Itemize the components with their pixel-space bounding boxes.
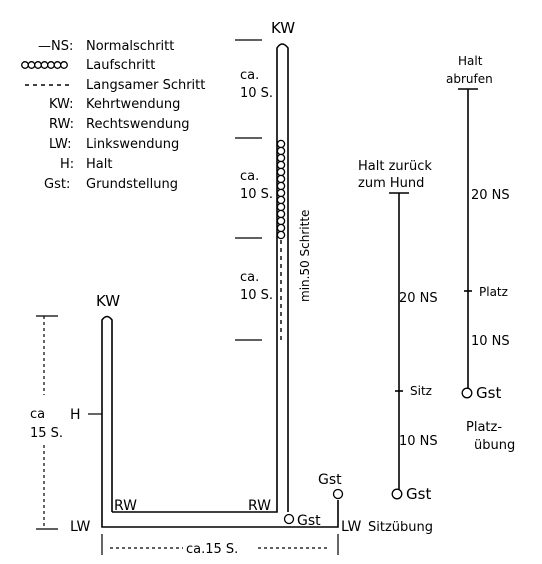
- segment1-ca-label: ca.: [240, 68, 260, 83]
- main-course: [30, 19, 362, 557]
- platz-title-line2: übung: [474, 438, 516, 453]
- legend-label-lw: Linkswendung: [86, 137, 180, 152]
- platz-start-marker-icon: [462, 388, 472, 398]
- inner-gst-label: Gst: [297, 513, 321, 529]
- run-section-icon: [277, 140, 284, 238]
- sitz-exercise: [358, 159, 438, 535]
- sitz-start-marker-icon: [392, 489, 402, 499]
- lw-right-label: LW: [341, 519, 362, 535]
- outer-gst-marker-icon: [334, 490, 343, 499]
- segment3-duration-label: 10 S.: [240, 288, 274, 303]
- left-duration-label: 15 S.: [30, 426, 64, 441]
- bottom-duration-label: ca.15 S.: [186, 542, 239, 557]
- platz-title-line1: Platz-: [466, 420, 503, 435]
- min-steps-label: min.50 Schritte: [298, 209, 312, 302]
- legend-symbol-lw: LW:: [49, 137, 72, 152]
- rw-right-label: RW: [248, 498, 272, 514]
- sitz-upper-steps: 20 NS: [399, 291, 438, 306]
- left-ca-label: ca: [30, 407, 46, 422]
- legend-label-gst: Grundstellung: [86, 177, 178, 192]
- legend-symbol-rw: RW:: [49, 117, 74, 132]
- legend-run-symbol-icon: [22, 62, 68, 69]
- platz-header-line1: Halt: [458, 54, 483, 68]
- left-dimension: [36, 316, 102, 529]
- left-turn-path: [102, 317, 112, 521]
- segment1-duration-label: 10 S.: [240, 86, 274, 101]
- legend-symbol-ns: —NS:: [38, 39, 74, 54]
- legend-label-rw: Rechtswendung: [86, 117, 190, 132]
- kw-left-label: KW: [96, 292, 121, 310]
- platz-start-label: Gst: [476, 384, 502, 402]
- rw-left-label: RW: [114, 498, 138, 514]
- sitz-header-line2: zum Hund: [358, 176, 425, 191]
- sitz-header-line1: Halt zurück: [358, 159, 432, 174]
- sitz-title: Sitzübung: [368, 520, 434, 535]
- sitz-start-label: Gst: [406, 485, 432, 503]
- lw-left-label: LW: [70, 519, 91, 535]
- platz-lower-steps: 10 NS: [471, 334, 510, 349]
- legend-label-slow: Langsamer Schritt: [86, 78, 206, 93]
- sitz-mark-label: Sitz: [410, 384, 432, 398]
- legend-label-h: Halt: [86, 157, 113, 172]
- legend-label-run: Laufschritt: [86, 58, 156, 73]
- inner-gst-marker-icon: [285, 515, 294, 524]
- segment3-ca-label: ca.: [240, 270, 260, 285]
- sitz-lower-steps: 10 NS: [399, 434, 438, 449]
- segment2-ca-label: ca.: [240, 169, 260, 184]
- platz-header-line2: abrufen: [446, 72, 493, 86]
- legend-label-ns: Normalschritt: [86, 39, 175, 54]
- legend-symbol-kw: KW:: [49, 97, 74, 112]
- platz-exercise: [446, 54, 515, 453]
- platz-mark-label: Platz: [479, 285, 508, 299]
- right-column-path: [277, 44, 288, 512]
- legend: [22, 39, 206, 192]
- legend-label-kw: Kehrtwendung: [86, 97, 181, 112]
- legend-symbol-gst: Gst:: [44, 177, 71, 192]
- segment2-duration-label: 10 S.: [240, 187, 274, 202]
- platz-upper-steps: 20 NS: [471, 188, 510, 203]
- kw-top-label: KW: [271, 19, 296, 37]
- legend-symbol-h: H:: [60, 157, 75, 172]
- halt-label: H: [70, 407, 81, 423]
- outer-gst-label: Gst: [318, 472, 342, 488]
